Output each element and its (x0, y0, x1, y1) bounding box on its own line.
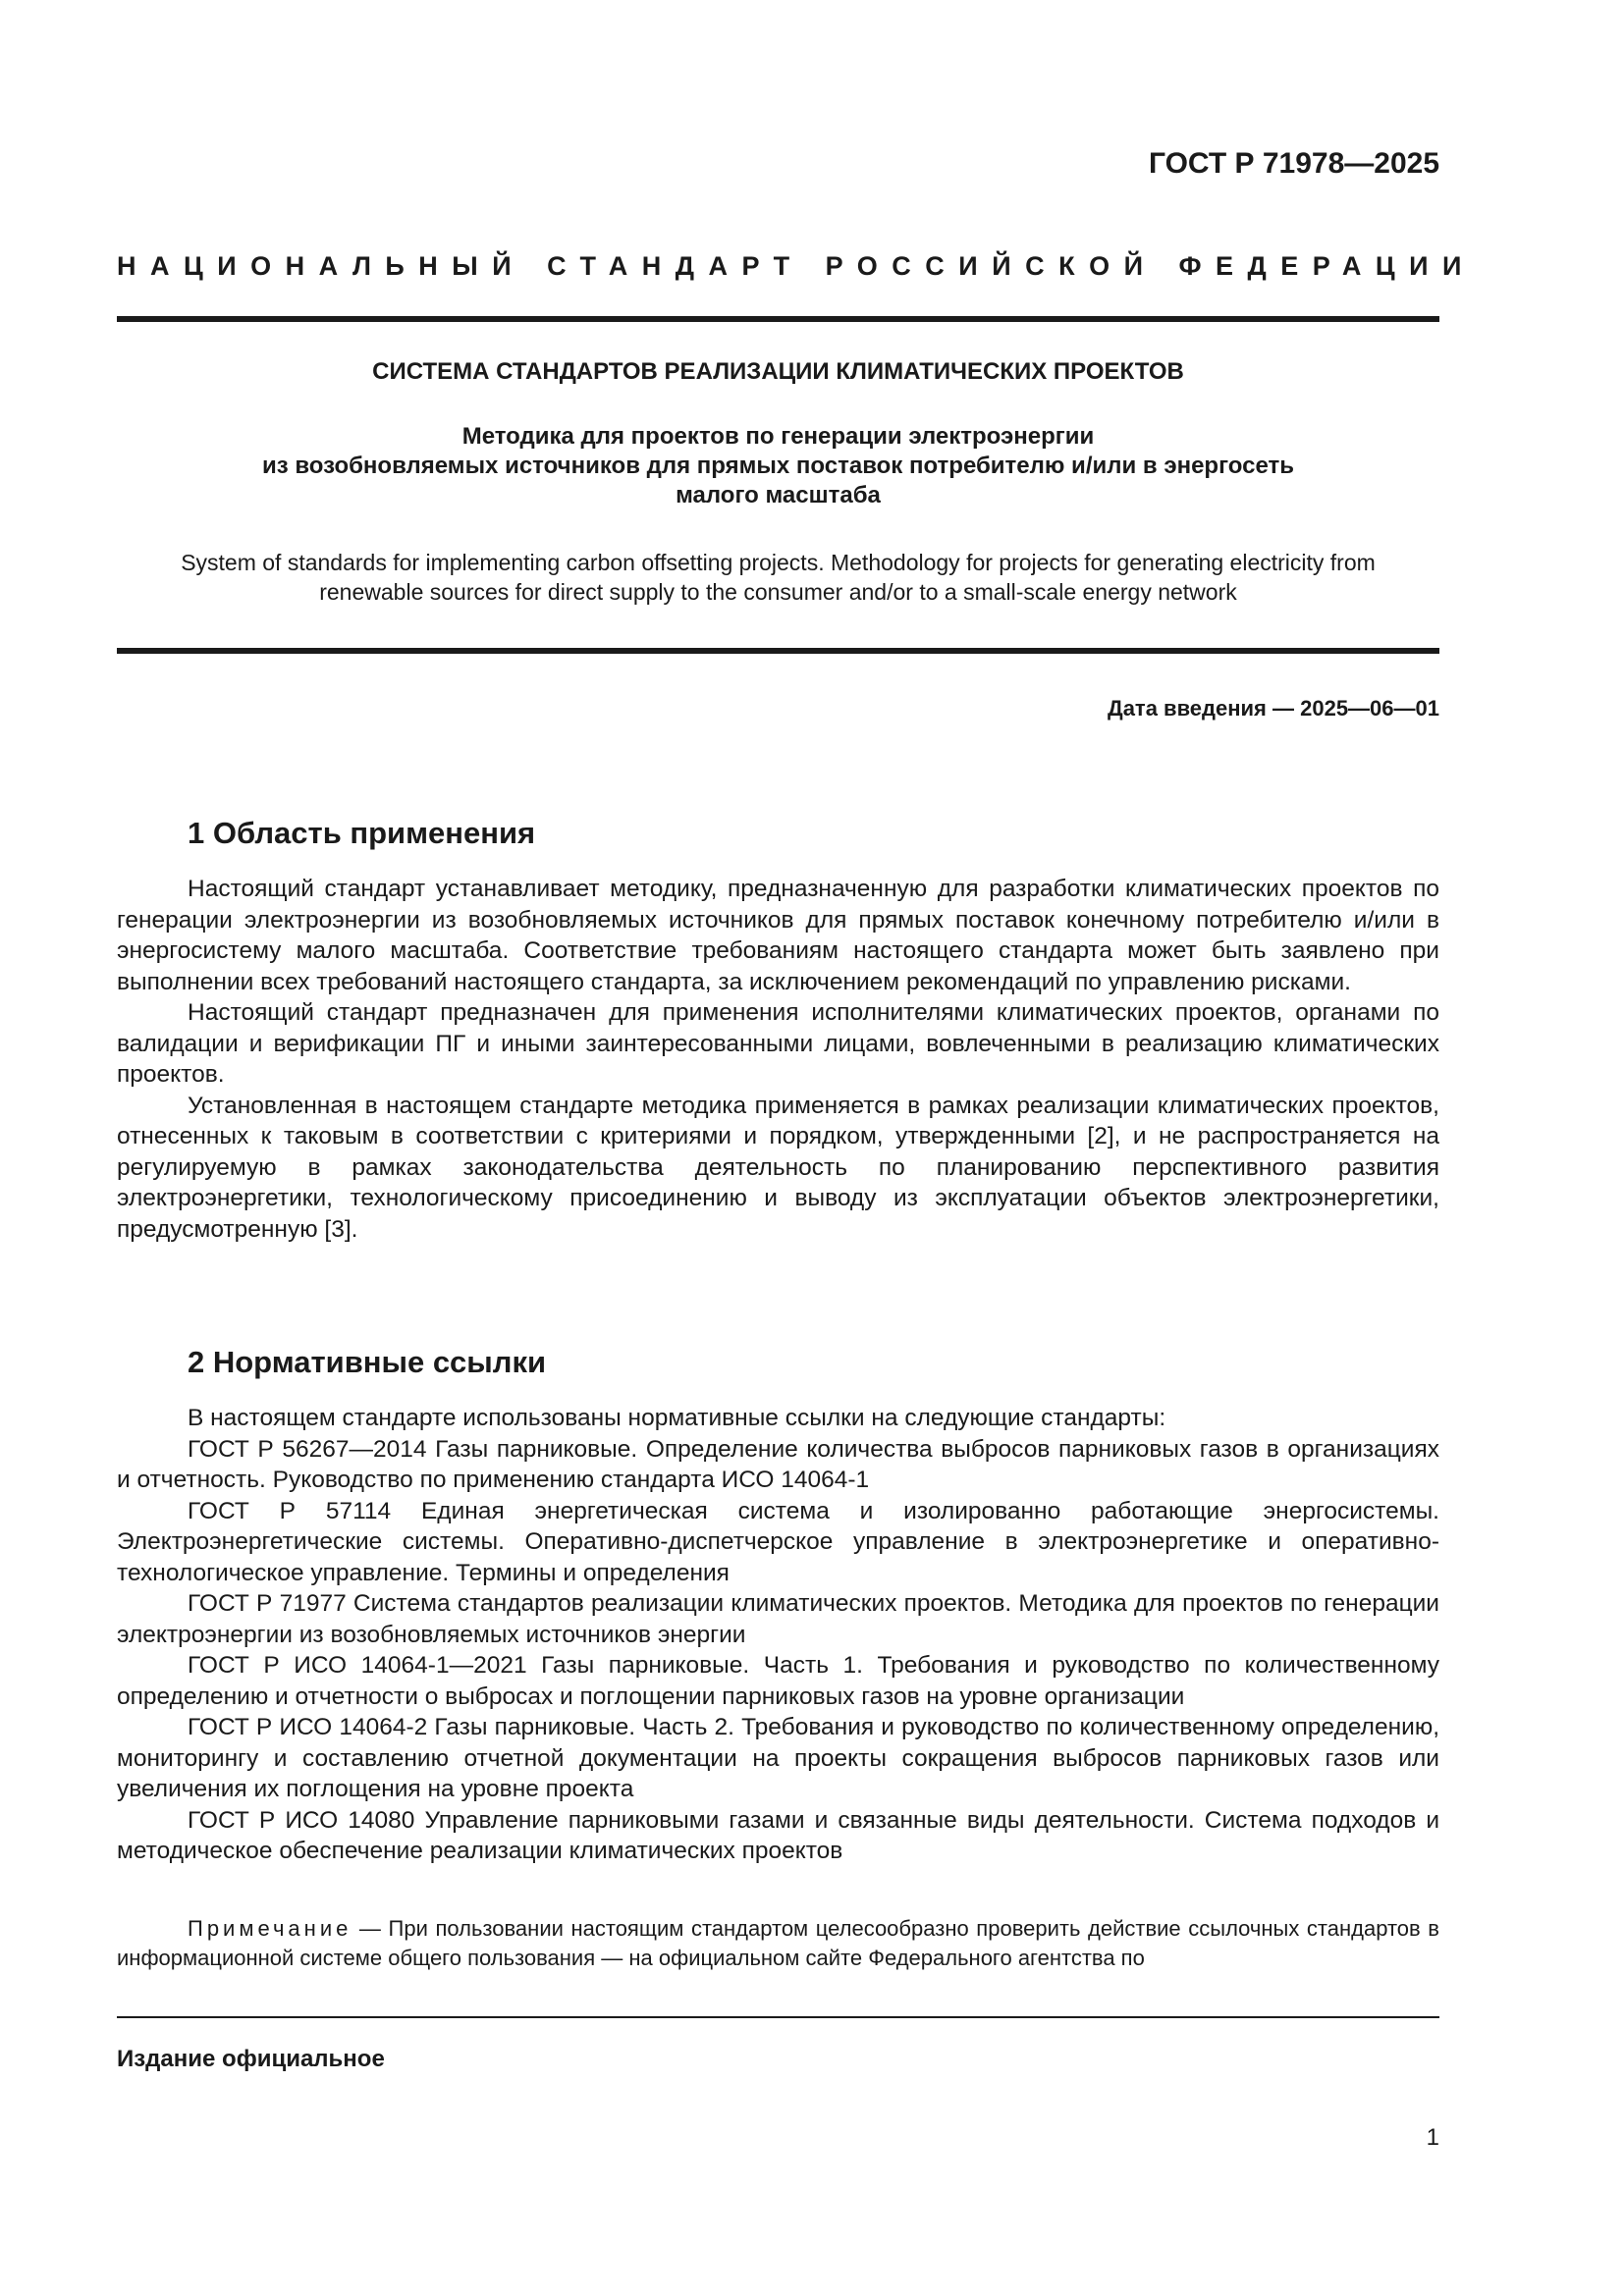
note-label: Примечание (188, 1916, 352, 1941)
system-title: СИСТЕМА СТАНДАРТОВ РЕАЛИЗАЦИИ КЛИМАТИЧЕСКИХ ПРОЕКТОВ (372, 358, 1184, 385)
national-standard-banner: НАЦИОНАЛЬНЫЙ СТАНДАРТ РОССИЙСКОЙ ФЕДЕРАЦИИ (117, 251, 1476, 281)
footer-rule (117, 2016, 1439, 2018)
reference-item: ГОСТ Р ИСО 14064-2 Газы парниковые. Часть 2. Требования и руководство по количественному определению, мониторингу и составлению отчетной документации на проекты сокращения выбросов парниковых газов или увеличения их поглощения на уровне проекта (117, 1714, 1439, 1802)
method-title-line: малого масштаба (676, 482, 881, 508)
reference-item: ГОСТ Р ИСО 14064-1—2021 Газы парниковые. Часть 1. Требования и руководство по количественному определению и отчетности о выбросах и поглощении парниковых газов на уровне организации (117, 1652, 1439, 1710)
section-body-references (117, 1403, 1439, 1867)
official-edition-label: Издание официальное (117, 2046, 385, 2072)
paragraph: Настоящий стандарт устанавливает методику, предназначенную для разработки климатических проектов по генерации электроэнергии из возобновляемых источников для прямых поставок конечному потребителю и/или в энергосистему малого масштаба. Соответствие требованиям настоящего стандарта может быть заявлено при выполнении всех требований настоящего стандарта, за исключением рекомендаций по управлению рисками. (117, 876, 1439, 995)
note (117, 1914, 1439, 1973)
reference-item: ГОСТ Р ИСО 14080 Управление парниковыми газами и связанные виды деятельности. Система подходов и методическое обеспечение реализации климатических проектов (117, 1806, 1439, 1864)
method-title-line: из возобновляемых источников для прямых поставок потребителю и/или в энергосеть (261, 453, 1294, 479)
reference-item: ГОСТ Р 56267—2014 Газы парниковые. Определение количества выбросов парниковых газов в организациях и отчетность. Руководство по применению стандарта ИСО 14064-1 (117, 1435, 1439, 1493)
paragraph: Настоящий стандарт предназначен для применения исполнителями климатических проектов, органами по валидации и верификации ПГ и иными заинтересованными лицами, вовлеченными в реализацию климатических проектов. (117, 999, 1439, 1088)
english-title-line: renewable sources for direct supply to the consumer and/or to a small-scale energy network (319, 579, 1237, 605)
paragraph: В настоящем стандарте использованы нормативные ссылки на следующие стандарты: (188, 1405, 1166, 1431)
page-number: 1 (1426, 2124, 1439, 2151)
section-heading-references: 2 Нормативные ссылки (188, 1345, 547, 1379)
english-title-line: System of standards for implementing carbon offsetting projects. Methodology for projects for generating electricity from (181, 550, 1376, 575)
paragraph: Установленная в настоящем стандарте методика применяется в рамках реализации климатических проектов, отнесенных к таковым в соответствии с критериями и порядком, утвержденными [2], и не распространяется на регулируемую в рамках законодательства деятельность по планированию перспективного развития электроэнергетики, технологическому присоединению и выводу из эксплуатации объектов электроэнергетики, предусмотренную [3]. (117, 1092, 1439, 1243)
title-rule (117, 648, 1439, 654)
english-title (117, 548, 1439, 607)
method-title-line: Методика для проектов по генерации электроэнергии (461, 423, 1095, 450)
standard-code: ГОСТ Р 71978—2025 (1148, 147, 1439, 180)
top-rule (117, 316, 1439, 322)
method-title (117, 422, 1439, 510)
section-body-scope (117, 874, 1439, 1245)
note-text: — При пользовании настоящим стандартом целесообразно проверить действие ссылочных стандартов в информационной системе общего пользования — на официальном сайте Федерального агентства по (117, 1916, 1439, 1970)
introduction-date: Дата введения — 2025—06—01 (1108, 696, 1439, 721)
reference-item: ГОСТ Р 71977 Система стандартов реализации климатических проектов. Методика для проектов по генерации электроэнергии из возобновляемых источников энергии (117, 1590, 1439, 1648)
section-heading-scope: 1 Область применения (188, 816, 536, 850)
reference-item: ГОСТ Р 57114 Единая энергетическая система и изолированно работающие энергосистемы. Электроэнергетические системы. Оперативно-диспетчерское управление в электроэнергетике и оперативно-технологическое управление. Термины и определения (117, 1497, 1439, 1586)
document-page (117, 0, 1476, 2296)
